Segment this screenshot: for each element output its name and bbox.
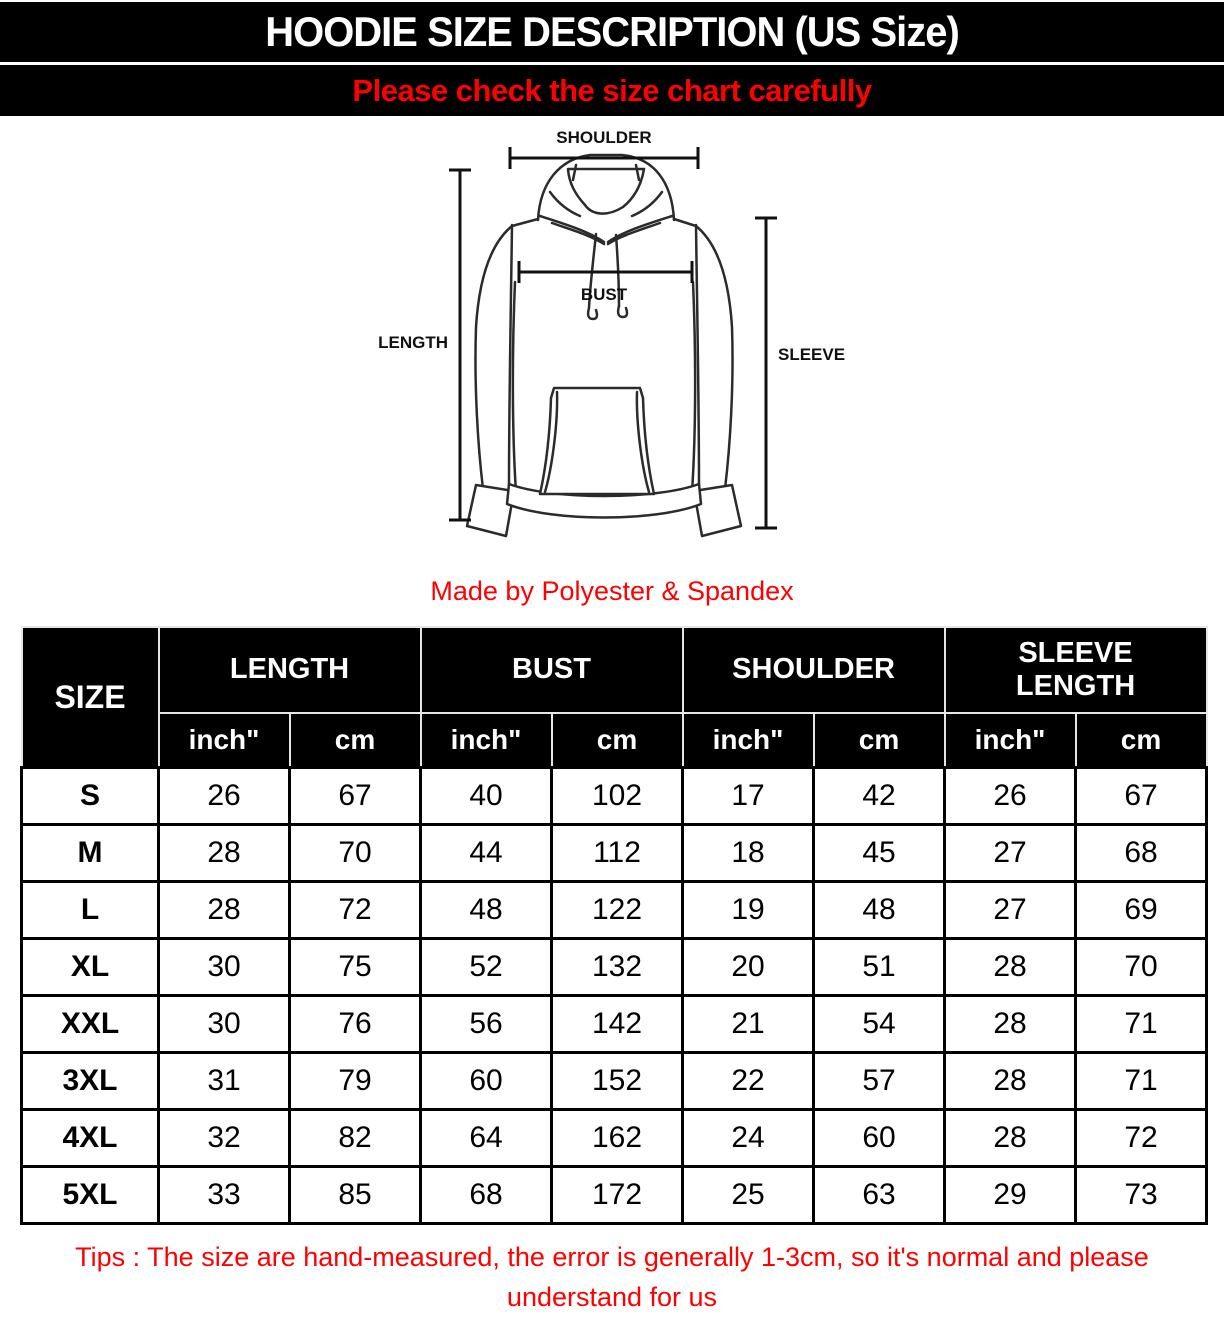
hoodie-right-sleeve (696, 226, 733, 489)
value-cell: 54 (814, 996, 945, 1053)
hoodie-body (509, 225, 512, 485)
size-chart-table (20, 626, 1208, 1225)
value-cell: 25 (683, 1167, 814, 1224)
value-cell: 68 (1076, 825, 1207, 882)
warning-bar (0, 65, 1224, 116)
value-cell: 72 (290, 882, 421, 939)
table-row (22, 939, 1207, 996)
value-cell: 85 (290, 1167, 421, 1224)
value-cell: 32 (159, 1110, 290, 1167)
value-cell: 67 (1076, 768, 1207, 825)
size-cell: XXL (22, 996, 159, 1053)
value-cell: 69 (1076, 882, 1207, 939)
value-cell: 102 (552, 768, 683, 825)
tips-note: Tips : The size are hand-measured, the error is generally 1-3cm, so it's normal and please understand for us (75, 1242, 1149, 1312)
value-cell: 75 (290, 939, 421, 996)
table-row (22, 768, 1207, 825)
value-cell: 27 (945, 825, 1076, 882)
value-cell: 28 (945, 1053, 1076, 1110)
warning-text: Please check the size chart carefully (352, 72, 872, 108)
value-cell: 27 (945, 882, 1076, 939)
page-title: HOODIE SIZE DESCRIPTION (US Size) (265, 8, 959, 55)
value-cell: 42 (814, 768, 945, 825)
value-cell: 45 (814, 825, 945, 882)
unit-header-cm: cm (1076, 713, 1207, 768)
value-cell: 79 (290, 1053, 421, 1110)
value-cell: 18 (683, 825, 814, 882)
value-cell: 48 (814, 882, 945, 939)
value-cell: 72 (1076, 1110, 1207, 1167)
col-header-length: LENGTH (159, 627, 421, 713)
value-cell: 28 (945, 939, 1076, 996)
value-cell: 21 (683, 996, 814, 1053)
hoodie-diagram (362, 122, 862, 567)
value-cell: 64 (421, 1110, 552, 1167)
value-cell: 76 (290, 996, 421, 1053)
value-cell: 44 (421, 825, 552, 882)
material-note: Made by Polyester & Spandex (430, 576, 794, 606)
table-row (22, 1167, 1207, 1224)
value-cell: 24 (683, 1110, 814, 1167)
value-cell: 28 (945, 996, 1076, 1053)
value-cell: 20 (683, 939, 814, 996)
size-cell: 3XL (22, 1053, 159, 1110)
value-cell: 172 (552, 1167, 683, 1224)
size-cell: S (22, 768, 159, 825)
value-cell: 132 (552, 939, 683, 996)
value-cell: 63 (814, 1167, 945, 1224)
value-cell: 71 (1076, 996, 1207, 1053)
unit-header-inch: inch" (683, 713, 814, 768)
value-cell: 17 (683, 768, 814, 825)
value-cell: 30 (159, 996, 290, 1053)
length-label: LENGTH (378, 333, 448, 352)
value-cell: 112 (552, 825, 683, 882)
sleeve-label: SLEEVE (778, 345, 846, 364)
table-row (22, 825, 1207, 882)
shoulder-label: SHOULDER (556, 128, 652, 147)
hoodie-diagram-section (0, 122, 1224, 574)
value-cell: 71 (1076, 1053, 1207, 1110)
size-cell: 5XL (22, 1167, 159, 1224)
table-row (22, 1110, 1207, 1167)
value-cell: 82 (290, 1110, 421, 1167)
col-header-bust: BUST (421, 627, 683, 713)
size-cell: M (22, 825, 159, 882)
value-cell: 30 (159, 939, 290, 996)
unit-header-cm: cm (290, 713, 421, 768)
col-header-sleeve-length: SLEEVE LENGTH (945, 627, 1207, 713)
unit-header-inch: inch" (945, 713, 1076, 768)
value-cell: 56 (421, 996, 552, 1053)
value-cell: 28 (945, 1110, 1076, 1167)
value-cell: 73 (1076, 1167, 1207, 1224)
table-row (22, 1053, 1207, 1110)
unit-header-cm: cm (552, 713, 683, 768)
value-cell: 22 (683, 1053, 814, 1110)
value-cell: 51 (814, 939, 945, 996)
hoodie-left-sleeve (475, 226, 512, 489)
title-bar (0, 2, 1224, 65)
unit-header-inch: inch" (159, 713, 290, 768)
hoodie-hood (538, 155, 674, 220)
table-row (22, 882, 1207, 939)
col-header-size: SIZE (22, 627, 159, 768)
value-cell: 28 (159, 882, 290, 939)
value-cell: 60 (814, 1110, 945, 1167)
table-group-header-row (22, 627, 1207, 713)
bust-label: BUST (580, 285, 628, 304)
value-cell: 68 (421, 1167, 552, 1224)
value-cell: 48 (421, 882, 552, 939)
value-cell: 26 (945, 768, 1076, 825)
size-cell: XL (22, 939, 159, 996)
value-cell: 152 (552, 1053, 683, 1110)
table-unit-header-row (22, 713, 1207, 768)
unit-header-inch: inch" (421, 713, 552, 768)
value-cell: 162 (552, 1110, 683, 1167)
size-cell: 4XL (22, 1110, 159, 1167)
value-cell: 29 (945, 1167, 1076, 1224)
size-cell: L (22, 882, 159, 939)
value-cell: 40 (421, 768, 552, 825)
col-header-shoulder: SHOULDER (683, 627, 945, 713)
value-cell: 19 (683, 882, 814, 939)
value-cell: 57 (814, 1053, 945, 1110)
table-row (22, 996, 1207, 1053)
value-cell: 70 (1076, 939, 1207, 996)
value-cell: 142 (552, 996, 683, 1053)
value-cell: 122 (552, 882, 683, 939)
value-cell: 52 (421, 939, 552, 996)
unit-header-cm: cm (814, 713, 945, 768)
value-cell: 70 (290, 825, 421, 882)
value-cell: 31 (159, 1053, 290, 1110)
value-cell: 60 (421, 1053, 552, 1110)
value-cell: 33 (159, 1167, 290, 1224)
value-cell: 67 (290, 768, 421, 825)
value-cell: 26 (159, 768, 290, 825)
value-cell: 28 (159, 825, 290, 882)
